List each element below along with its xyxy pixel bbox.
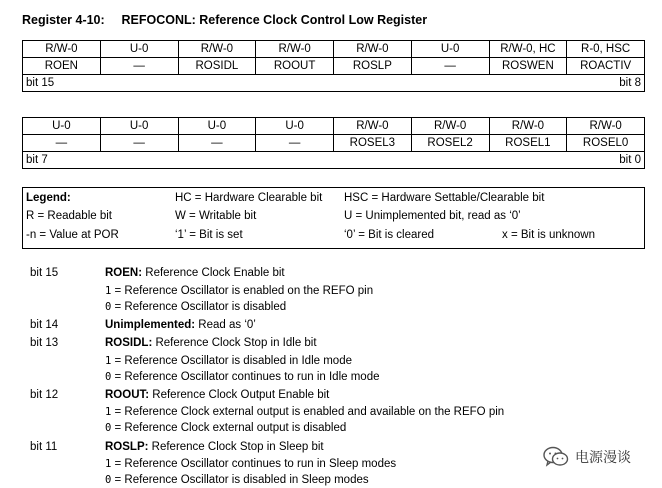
bit-option — [105, 284, 373, 298]
bit-label: bit 14 — [30, 319, 59, 331]
bit-name-row — [23, 58, 645, 75]
bit-right-label: bit 0 — [619, 154, 641, 166]
bit-label: bit 11 — [30, 441, 58, 453]
bit-field-name: ROSIDL: — [105, 337, 153, 349]
option-value: 0 — [105, 301, 112, 313]
option-value: 1 — [105, 285, 112, 297]
access-cell: U-0 — [411, 41, 489, 58]
bit-number-row — [23, 75, 645, 92]
option-text: = Reference Oscillator is enabled on the REFO pin — [111, 285, 374, 297]
bit-name-cell: — — [256, 135, 334, 152]
bit-option — [105, 300, 286, 314]
access-cell: R/W-0 — [256, 41, 334, 58]
legend-box — [22, 187, 645, 249]
access-cell: U-0 — [100, 118, 178, 135]
bit-left-label: bit 15 — [26, 77, 55, 89]
access-cell: R/W-0 — [178, 41, 256, 58]
bit-right-label: bit 8 — [619, 77, 641, 89]
bit-field-title: Reference Clock Enable bit — [142, 267, 285, 279]
bit-field-title: Read as ‘0’ — [195, 319, 256, 331]
option-text: = Reference Oscillator is disabled in Sleep modes — [111, 474, 369, 486]
legend-n: -n = Value at POR — [26, 229, 119, 241]
access-cell: U-0 — [256, 118, 334, 135]
bit-name-cell: ROEN — [23, 58, 101, 75]
bit-name-cell: ROOUT — [256, 58, 334, 75]
legend-u: U = Unimplemented bit, read as ‘0’ — [344, 210, 521, 222]
bit-option — [105, 405, 504, 419]
option-text: = Reference Oscillator continues to run in Idle mode — [111, 371, 380, 383]
bit-option — [105, 370, 379, 384]
bit-name-cell: — — [23, 135, 101, 152]
bit-heading — [105, 388, 329, 402]
bit-name-cell: — — [100, 135, 178, 152]
legend-hc: HC = Hardware Clearable bit — [175, 192, 323, 204]
access-cell: U-0 — [100, 41, 178, 58]
option-value: 0 — [105, 474, 112, 486]
legend-hsc: HSC = Hardware Settable/Clearable bit — [344, 192, 545, 204]
option-text: = Reference Clock external output is disabled — [111, 422, 347, 434]
access-cell: R-0, HSC — [567, 41, 645, 58]
bit-option — [105, 457, 396, 471]
bit-range — [23, 152, 645, 169]
access-cell: R/W-0, HC — [489, 41, 567, 58]
bit-field-title: Reference Clock Stop in Idle bit — [152, 337, 317, 349]
option-value: 1 — [105, 355, 112, 367]
access-cell: R/W-0 — [489, 118, 567, 135]
bit-range — [23, 75, 645, 92]
bit-name-cell: ROSEL3 — [334, 135, 412, 152]
option-text: = Reference Oscillator is disabled — [111, 301, 287, 313]
option-value: 1 — [105, 458, 112, 470]
bit-heading — [105, 266, 285, 280]
option-text: = Reference Oscillator continues to run in Sleep modes — [111, 458, 397, 470]
bit-option — [105, 421, 346, 435]
bit-label: bit 15 — [30, 267, 59, 279]
bit-label: bit 12 — [30, 389, 59, 401]
watermark-text: 电源漫谈 — [575, 449, 631, 465]
bit-name-cell: ROSWEN — [489, 58, 567, 75]
bit-heading — [105, 318, 256, 332]
bit-field-name: ROEN: — [105, 267, 143, 279]
legend-unknown: x = Bit is unknown — [502, 229, 596, 241]
bit-field-title: Reference Clock Stop in Sleep bit — [148, 441, 324, 453]
bit-name-row — [23, 135, 645, 152]
bit-name-cell: — — [178, 135, 256, 152]
access-row — [23, 118, 645, 135]
bit-option — [105, 473, 369, 487]
bit-name-cell: ROSIDL — [178, 58, 256, 75]
register-table-high — [22, 40, 645, 92]
bit-name-cell: — — [411, 58, 489, 75]
bit-label: bit 13 — [30, 337, 59, 349]
bit-name-cell: ROSEL0 — [567, 135, 645, 152]
access-row — [23, 41, 645, 58]
access-cell: R/W-0 — [23, 41, 101, 58]
register-number: Register 4-10: — [22, 13, 105, 27]
watermark — [543, 446, 631, 468]
wechat-icon — [543, 446, 569, 468]
legend-title: Legend: — [26, 192, 71, 204]
legend-w: W = Writable bit — [175, 210, 257, 222]
bit-field-name: ROOUT: — [105, 389, 150, 401]
bit-number-row — [23, 152, 645, 169]
bit-name-cell: — — [100, 58, 178, 75]
option-value: 0 — [105, 422, 112, 434]
access-cell: R/W-0 — [411, 118, 489, 135]
bit-option — [105, 354, 352, 368]
bit-field-name: Unimplemented: — [105, 319, 196, 331]
option-value: 1 — [105, 406, 112, 418]
access-cell: R/W-0 — [334, 118, 412, 135]
bit-heading — [105, 440, 324, 454]
legend-r: R = Readable bit — [26, 210, 112, 222]
register-table-low — [22, 117, 645, 169]
access-cell: R/W-0 — [567, 118, 645, 135]
access-cell: U-0 — [23, 118, 101, 135]
bit-name-cell: ROSLP — [334, 58, 412, 75]
bit-heading — [105, 336, 317, 350]
access-cell: U-0 — [178, 118, 256, 135]
bit-left-label: bit 7 — [26, 154, 48, 166]
legend-cleared: ‘0’ = Bit is cleared — [344, 229, 435, 241]
legend-set: ‘1’ = Bit is set — [175, 229, 243, 241]
register-name: REFOCONL: Reference Clock Control Low Register — [121, 13, 428, 27]
bit-name-cell: ROSEL1 — [489, 135, 567, 152]
access-cell: R/W-0 — [334, 41, 412, 58]
option-text: = Reference Oscillator is disabled in Idle mode — [111, 355, 352, 367]
option-text: = Reference Clock external output is enabled and available on the REFO pin — [111, 406, 505, 418]
register-title — [22, 13, 427, 27]
option-value: 0 — [105, 371, 112, 383]
bit-name-cell: ROSEL2 — [411, 135, 489, 152]
bit-field-name: ROSLP: — [105, 441, 149, 453]
bit-field-title: Reference Clock Output Enable bit — [149, 389, 330, 401]
bit-name-cell: ROACTIV — [567, 58, 645, 75]
